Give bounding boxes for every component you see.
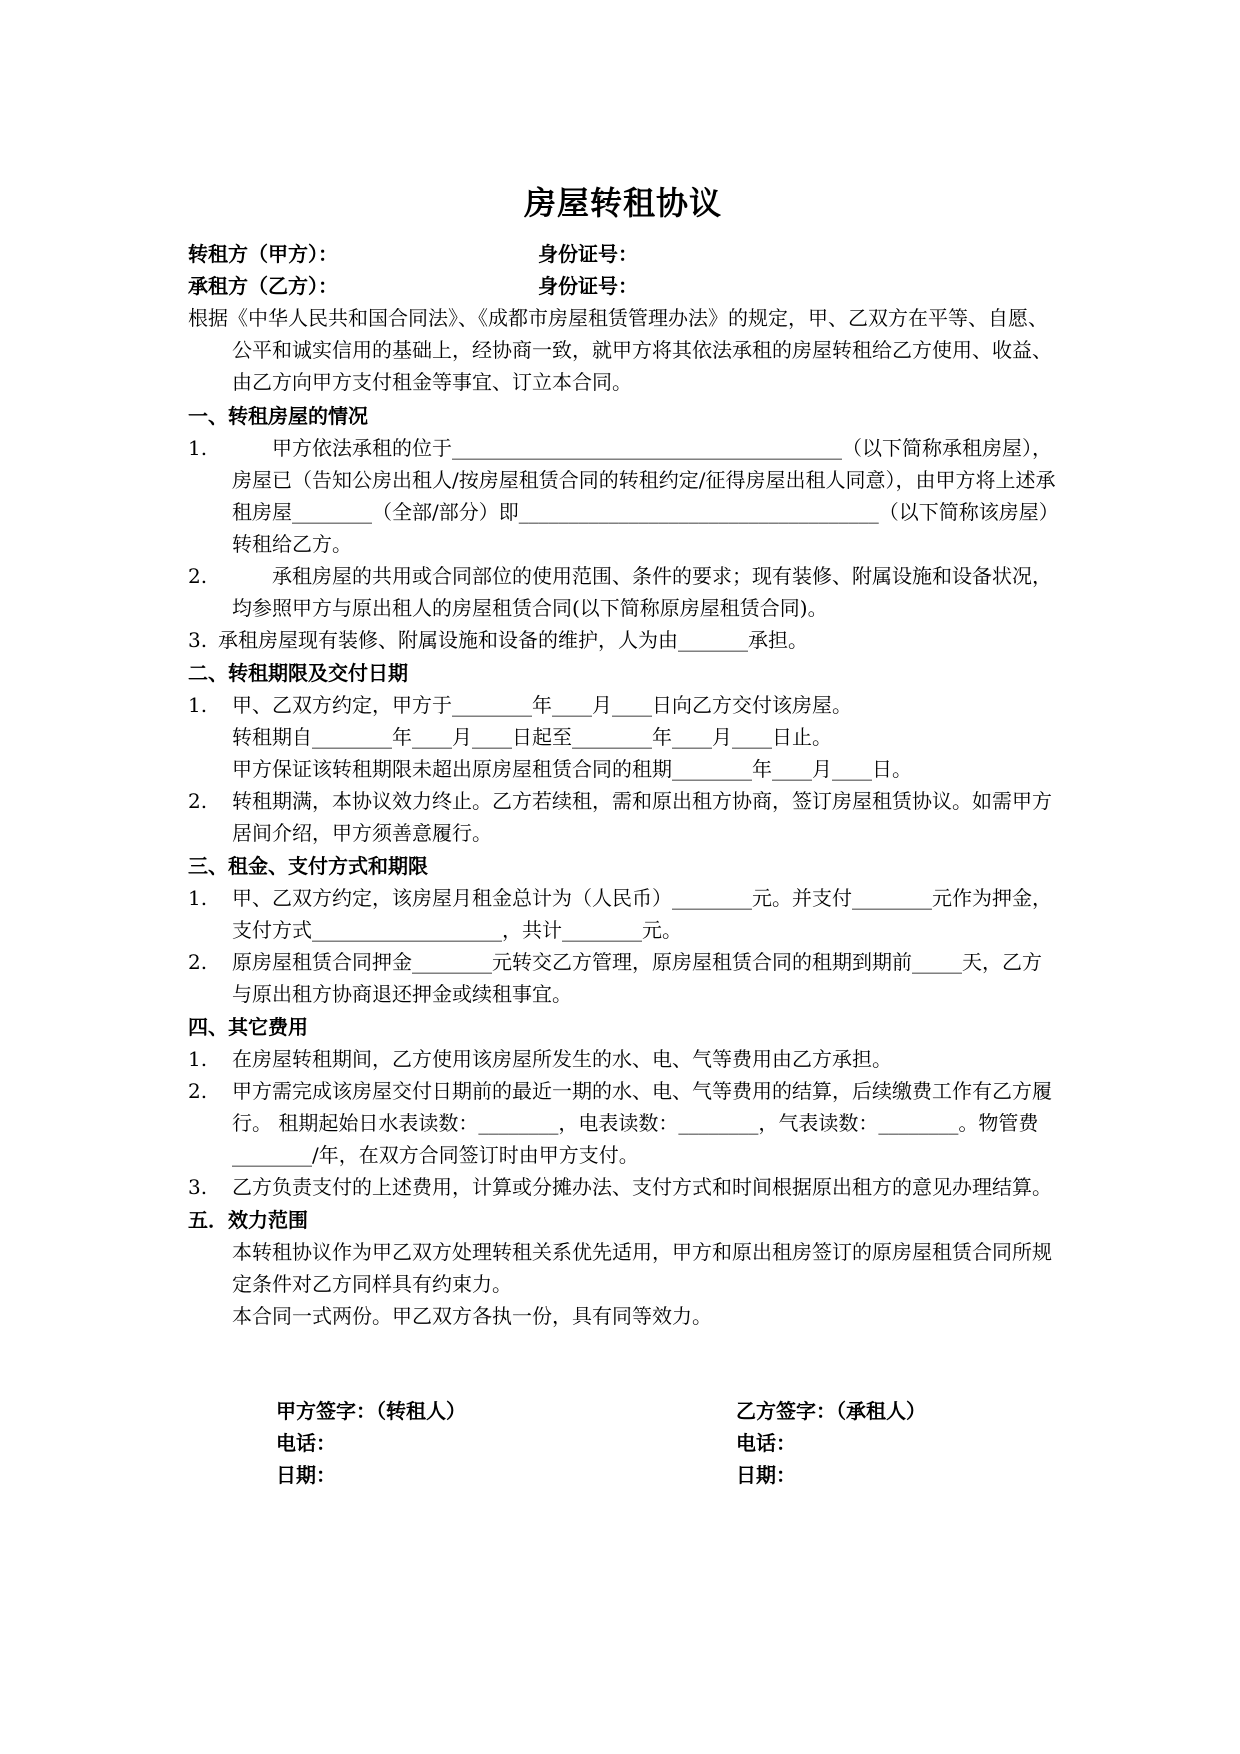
- section-1-item-3: [188, 624, 1058, 656]
- item-number: 3.: [188, 1175, 208, 1199]
- section-5-heading: 五．效力范围: [188, 1208, 308, 1232]
- party-row-sublessor: [188, 238, 1058, 270]
- item-text-block: [232, 689, 1058, 785]
- section-4-item-3: [188, 1171, 1058, 1203]
- sublessor-label: 转租方（甲方）：: [188, 242, 338, 266]
- section-2-heading: 二、转租期限及交付日期: [188, 661, 408, 685]
- party-row-lessee: [188, 270, 1058, 302]
- lessee-id-label: 身份证号：: [538, 274, 638, 298]
- item-number: 1.: [188, 436, 208, 460]
- date-row: [276, 1459, 1016, 1491]
- item-text: 甲方依法承租的位于_______________________________________（以下简称承租房屋），房屋已（告知公房出租人/按房屋租赁合同的转租约定/征得房屋出租人同意），由甲方将上述承租房屋________（全部/部分）即____________________________________（以下简称该房屋）转租给乙方。: [232, 436, 1056, 556]
- sublessor-id-label: 身份证号：: [538, 242, 638, 266]
- section-1-item-1: [188, 432, 1058, 560]
- section-4-item-2: [188, 1075, 1058, 1171]
- item-number: 1.: [188, 693, 208, 717]
- item-text: 甲、乙双方约定，该房屋月租金总计为（人民币）________元。并支付________元作为押金，支付方式___________________，共计________元。: [232, 886, 1052, 942]
- item-number: 2.: [188, 789, 208, 813]
- section-4-heading: 四、其它费用: [188, 1015, 308, 1039]
- item-text: 原房屋租赁合同押金________元转交乙方管理，原房屋租赁合同的租期到期前_____天，乙方与原出租方协商退还押金或续租事宜。: [232, 950, 1042, 1006]
- section-3-heading: 三、租金、支付方式和期限: [188, 854, 428, 878]
- item-line: 甲方保证该转租期限未超出原房屋租赁合同的租期________年____月____日。: [232, 757, 912, 781]
- item-number: 1.: [188, 1047, 208, 1071]
- signature-row: [276, 1395, 1016, 1427]
- party-b-date-label: 日期：: [736, 1463, 796, 1487]
- section-1-heading: 一、转租房屋的情况: [188, 404, 368, 428]
- item-text: 转租期满，本协议效力终止。乙方若续租，需和原出租方协商，签订房屋租赁协议。如需甲方居间介绍，甲方须善意履行。: [232, 789, 1052, 845]
- item-text: 乙方负责支付的上述费用，计算或分摊办法、支付方式和时间根据原出租方的意见办理结算。: [232, 1175, 1052, 1199]
- item-number: 3.: [188, 628, 208, 652]
- item-number: 1.: [188, 886, 208, 910]
- party-a-date-label: 日期：: [276, 1463, 336, 1487]
- item-text: 承租房屋的共用或合同部位的使用范围、条件的要求；现有装修、附属设施和设备状况，均参照甲方与原出租人的房屋租赁合同(以下简称原房屋租赁合同)。: [232, 564, 1052, 620]
- item-text: 承租房屋现有装修、附属设施和设备的维护，人为由_______承担。: [218, 628, 808, 652]
- party-a-signature-label: 甲方签字：（转租人）: [276, 1399, 466, 1423]
- section-5-paragraph-2: 本合同一式两份。甲乙双方各执一份，具有同等效力。: [232, 1304, 712, 1328]
- lessee-label: 承租方（乙方）：: [188, 274, 338, 298]
- phone-row: [276, 1427, 1016, 1459]
- section-2-item-2: [188, 785, 1058, 849]
- party-b-signature-label: 乙方签字：（承租人）: [736, 1399, 926, 1423]
- item-text: 在房屋转租期间，乙方使用该房屋所发生的水、电、气等费用由乙方承担。: [232, 1047, 892, 1071]
- signature-block: [276, 1395, 1016, 1491]
- item-number: 2.: [188, 1079, 208, 1103]
- item-text: 甲方需完成该房屋交付日期前的最近一期的水、电、气等费用的结算，后续缴费工作有乙方履行。 租期起始日水表读数：________，电表读数：________，气表读数：________。物管费________/年，在双方合同签订时由甲方支付。: [232, 1079, 1052, 1167]
- section-3-item-2: [188, 946, 1058, 1010]
- section-2-item-1: [188, 689, 1058, 785]
- contract-document: [188, 170, 1058, 1332]
- item-line: 甲、乙双方约定，甲方于________年____月____日向乙方交付该房屋。: [232, 693, 852, 717]
- document-title: 房屋转租协议: [523, 184, 722, 222]
- section-3-item-1: [188, 882, 1058, 946]
- item-number: 2.: [188, 950, 208, 974]
- section-4-item-1: [188, 1043, 1058, 1075]
- section-5-paragraph-1: 本转租协议作为甲乙双方处理转租关系优先适用，甲方和原出租房签订的原房屋租赁合同所规定条件对乙方同样具有约束力。: [232, 1240, 1052, 1296]
- party-a-phone-label: 电话：: [276, 1431, 336, 1455]
- intro-paragraph: 根据《中华人民共和国合同法》、《成都市房屋租赁管理办法》的规定，甲、乙双方在平等、自愿、公平和诚实信用的基础上，经协商一致，就甲方将其依法承租的房屋转租给乙方使用、收益、由乙方向甲方支付租金等事宜、订立本合同。: [188, 306, 1052, 394]
- item-number: 2.: [188, 564, 208, 588]
- item-line: 转租期自________年____月____日起至________年____月____日止。: [232, 725, 832, 749]
- section-1-item-2: [188, 560, 1058, 624]
- party-b-phone-label: 电话：: [736, 1431, 796, 1455]
